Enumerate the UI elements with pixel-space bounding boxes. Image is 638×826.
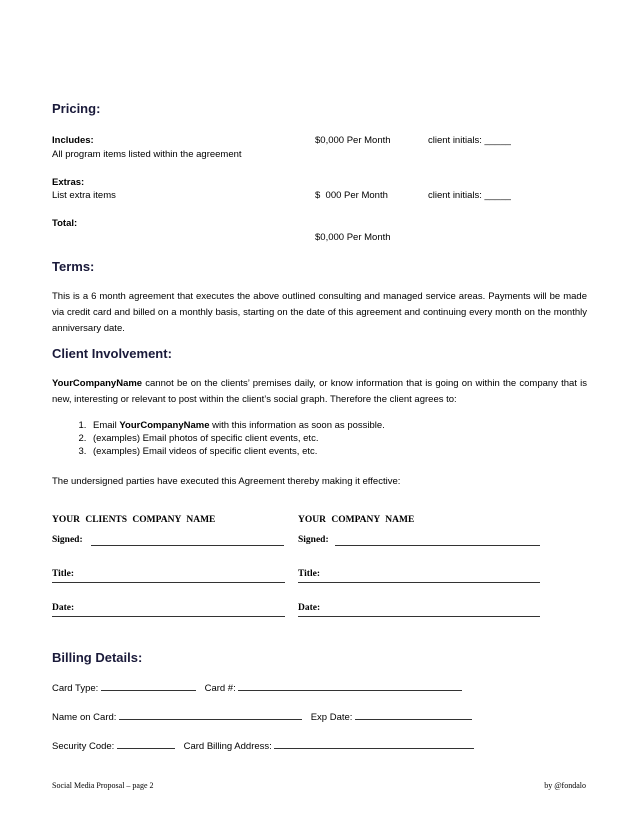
client-date-line[interactable] [52,616,285,617]
exp-date-label: Exp Date: [310,712,353,723]
security-code-row [52,739,474,753]
involvement-text [52,376,587,408]
client-date-label: Date: [52,603,75,613]
list-item: 2. (examples) Email photos of specific client events, etc. [89,432,609,445]
company-date-label: Date: [298,603,321,613]
includes-label: Includes: [52,135,94,146]
company-title-label: Title: [298,569,320,579]
extras-initials: client initials: _____ [428,190,511,201]
footer-page-label: Social Media Proposal – page 2 [52,781,154,790]
extras-description: List extra items [52,190,116,201]
company-signed-label: Signed: [298,535,329,545]
client-title-label: Title: [52,569,74,579]
security-code-field[interactable] [117,739,175,749]
card-number-label: Card #: [204,683,236,694]
company-name: YourCompanyName [119,420,210,431]
name-on-card-label: Name on Card: [52,712,117,723]
security-code-label: Security Code: [52,741,115,752]
card-type-row [52,681,462,695]
company-title-line[interactable] [298,582,540,583]
footer-author: by @fondalo [544,781,586,790]
list-item: 1. Email YourCompanyName with this information as soon as possible. [89,419,609,432]
name-on-card-field[interactable] [119,710,302,720]
card-type-label: Card Type: [52,683,99,694]
exp-date-field[interactable] [355,710,472,720]
agreement-list [52,419,609,458]
billing-address-label: Card Billing Address: [183,741,272,752]
terms-heading: Terms: [52,259,95,274]
extras-label: Extras: [52,177,85,188]
client-title-line[interactable] [52,582,285,583]
client-company-header: YOUR CLIENTS COMPANY NAME [52,515,216,525]
card-number-field[interactable] [238,681,462,691]
terms-text: This is a 6 month agreement that executes the above outlined consulting and managed service areas. Payments will be made via credit card and billed on a monthly basis, starting on the date of this agreement and continuing every month on the monthly anniversary date. [52,291,587,334]
list-item: 3. (examples) Email videos of specific client events, etc. [89,445,609,458]
total-price: $0,000 Per Month [315,232,391,243]
card-type-field[interactable] [101,681,196,691]
closing-statement: The undersigned parties have executed this Agreement thereby making it effective: [52,476,401,487]
includes-initials: client initials: _____ [428,135,511,146]
client-signed-label: Signed: [52,535,83,545]
total-label: Total: [52,218,78,229]
billing-heading: Billing Details: [52,650,143,665]
name-on-card-row [52,710,472,724]
billing-address-field[interactable] [274,739,474,749]
includes-description: All program items listed within the agreement [52,149,242,160]
client-involvement-heading: Client Involvement: [52,346,172,361]
company-header: YOUR COMPANY NAME [298,515,415,525]
client-signature-line[interactable] [91,545,284,546]
pricing-heading: Pricing: [52,101,101,116]
company-signature-line[interactable] [335,545,540,546]
extras-price: $ 000 Per Month [315,190,388,201]
includes-price: $0,000 Per Month [315,135,391,146]
company-name: YourCompanyName [52,378,143,389]
involvement-body: cannot be on the clients’ premises daily, or know information that is going on within the company that is new, interesting or relevant to post within the client’s social graph. Therefore the client agrees to: [52,378,587,405]
company-date-line[interactable] [298,616,540,617]
